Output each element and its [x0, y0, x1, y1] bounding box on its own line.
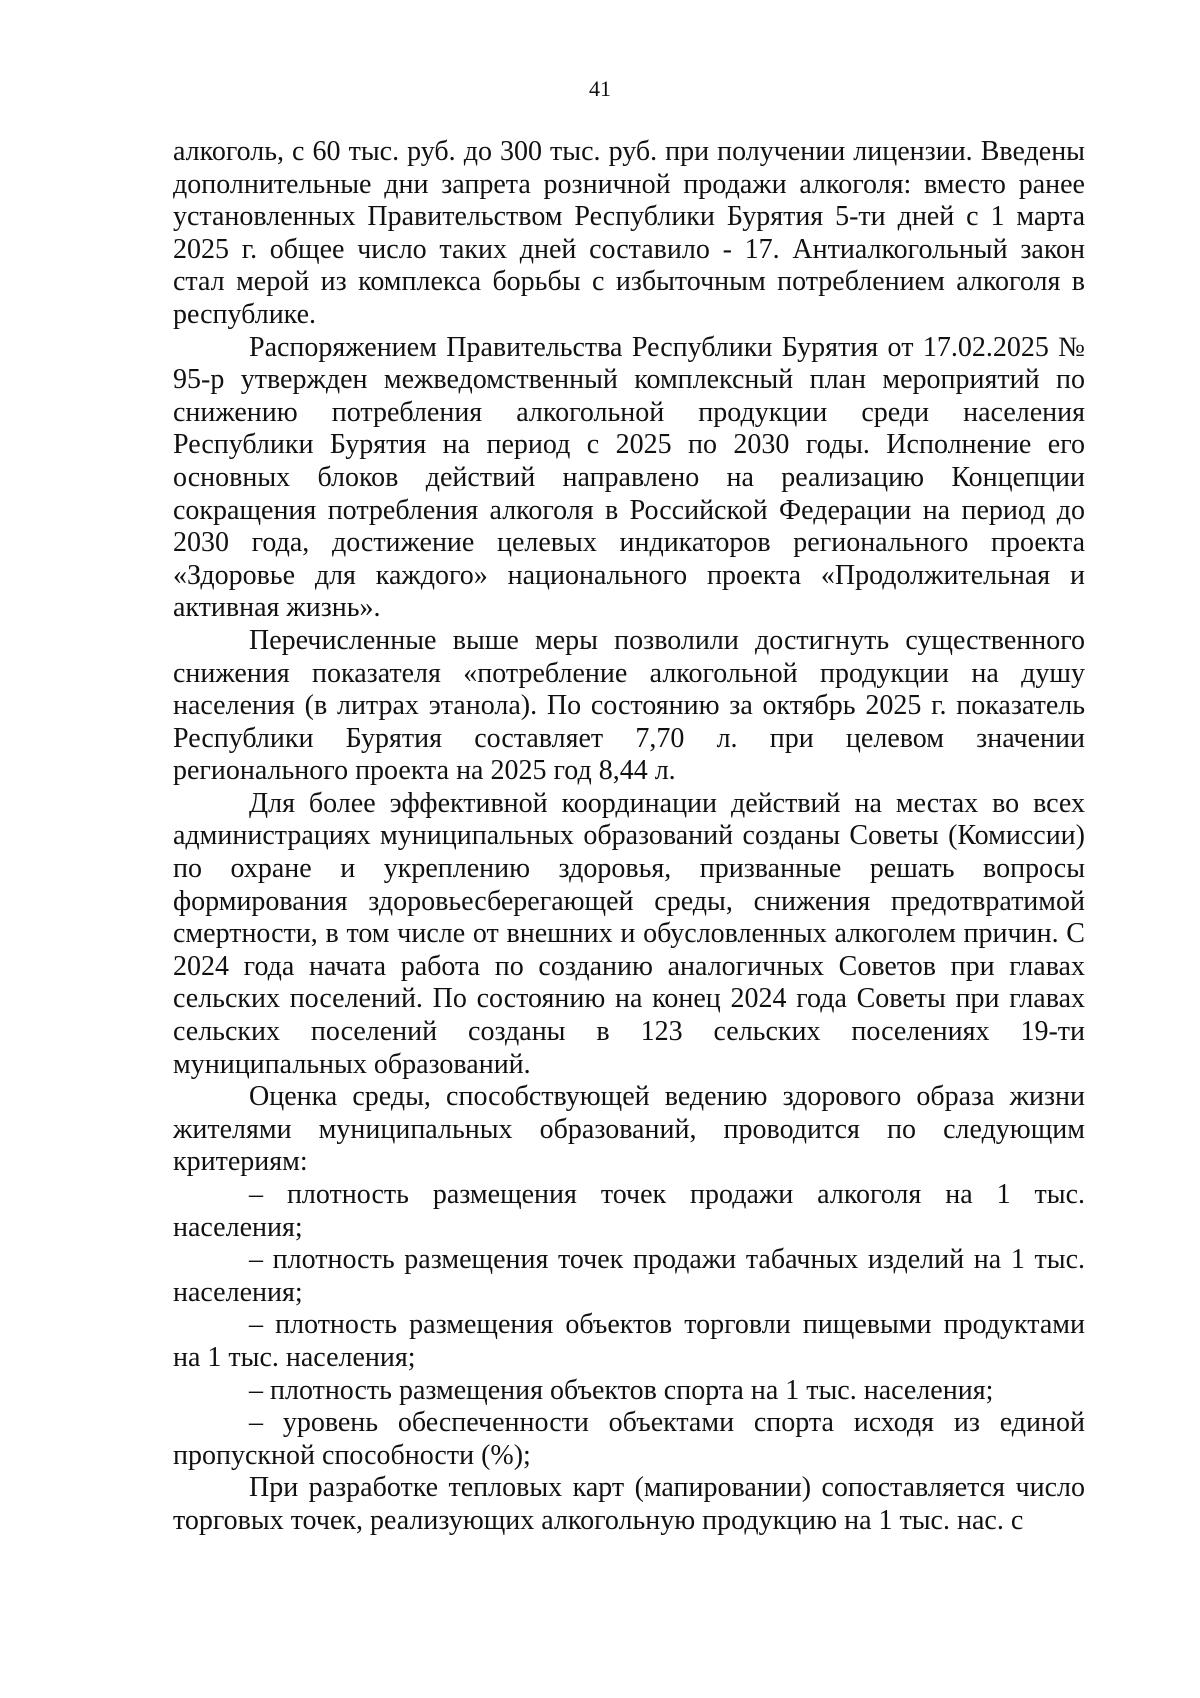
list-item-criterion-tobacco: – плотность размещения точек продажи табачных изделий на 1 тыс. населения; [173, 1244, 1085, 1308]
paragraph-councils: Для более эффективной координации действий на местах во всех администрациях муниципальных образований созданы Советы (Комиссии) по охране и укреплению здоровья, призванные решать вопросы формирования здоровьесберегающей среды, снижения предотвратимой смертности, в том числе от внешних и обусловленных алкоголем причин. С 2024 года начата работа по созданию аналогичных Советов при главах сельских поселений. По состоянию на конец 2024 года Советы при главах сельских поселений созданы в 123 сельских поселениях 19-ти муниципальных образований. [173, 787, 1085, 1080]
list-item-criterion-sport-density: – плотность размещения объектов спорта на 1 тыс. населения; [249, 1374, 994, 1406]
paragraph-continuation: алкоголь, с 60 тыс. руб. до 300 тыс. руб. при получении лицензии. Введены дополнительные дни запрета розничной продажи алкоголя: вместо ранее установленных Правительством Республики Бурятия 5-ти дней с 1 марта 2025 г. общее число таких дней составило - 17. Антиалкогольный закон стал мерой из комплекса борьбы с избыточным потреблением алкоголя в республике. [173, 136, 1085, 330]
document-body [173, 136, 1085, 1538]
list-item-criterion-food: – плотность размещения объектов торговли пищевыми продуктами на 1 тыс. населения; [173, 1309, 1085, 1373]
paragraph-indicator: Перечисленные выше меры позволили достигнуть существенного снижения показателя «потребление алкогольной продукции на душу населения (в литрах этанола). По состоянию за октябрь 2025 г. показатель Республики Бурятия составляет 7,70 л. при целевом значении регионального проекта на 2025 год 8,44 л. [173, 624, 1085, 787]
paragraph-criteria-intro: Оценка среды, способствующей ведению здорового образа жизни жителями муниципальных образований, проводится по следующим критериям: [173, 1081, 1085, 1178]
list-item-criterion-alcohol: – плотность размещения точек продажи алкоголя на 1 тыс. населения; [173, 1179, 1085, 1243]
paragraph-order-plan: Распоряжением Правительства Республики Бурятия от 17.02.2025 № 95-р утвержден межведомственный комплексный план мероприятий по снижению потребления алкогольной продукции среди населения Республики Бурятия на период с 2025 по 2030 годы. Исполнение его основных блоков действий направлено на реализацию Концепции сокращения потребления алкоголя в Российской Федерации на период до 2030 года, достижение целевых индикаторов регионального проекта «Здоровье для каждого» национального проекта «Продолжительная и активная жизнь». [173, 331, 1085, 624]
list-item-criterion-sport-capacity: – уровень обеспеченности объектами спорта исходя из единой пропускной способности (%); [173, 1407, 1085, 1471]
page-number: 41 [589, 76, 611, 101]
paragraph-heatmaps: При разработке тепловых карт (мапировании) сопоставляется число торговых точек, реализующих алкогольную продукцию на 1 тыс. нас. с [173, 1472, 1085, 1536]
